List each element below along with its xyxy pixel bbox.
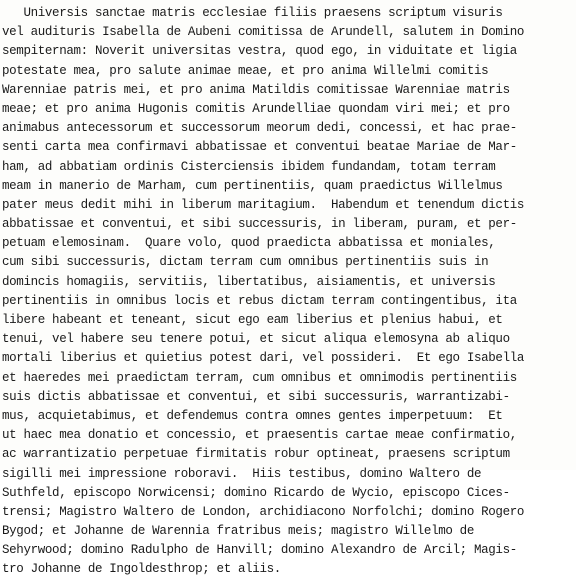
- text-line-3: sempiternam: Noverit universitas vestra, quod ego, in viduitate et ligia: [2, 44, 517, 59]
- text-line-13: petuam elemosinam. Quare volo, quod praedicta abbatissa et moniales,: [2, 236, 496, 251]
- text-line-12: abbatissae et conventui, et sibi successuris, in liberam, puram, et per-: [2, 217, 517, 232]
- text-line-5: Warenniae patris mei, et pro anima Matildis comitissae Warenniae matris: [2, 82, 510, 97]
- text-line-14: cum sibi successuris, dictam terram cum omnibus pertinentiis suis in: [2, 255, 489, 270]
- text-line-21: suis dictis abbatissae et conventui, et sibi successuris, warrantizabi-: [2, 389, 510, 404]
- text-line-2: vel audituris Isabella de Aubeni comitissa de Arundell, salutem in Domino: [2, 25, 525, 40]
- text-line-17: libere habeant et teneant, sicut ego eam liberius et plenius habui, et: [2, 313, 503, 327]
- text-line-6: meae; et pro anima Hugonis comitis Arundelliae quondam viri mei; et pro: [2, 101, 510, 116]
- text-line-18: tenui, vel habere seu tenere potui, et sicut aliqua elemosyna ab aliquo: [2, 332, 510, 347]
- text-line-22: mus, acquietabimus, et defendemus contra omnes gentes imperpetuum: Et: [2, 408, 503, 423]
- text-line-30: tro Johanne de Ingoldesthrop; et aliis.: [2, 562, 281, 577]
- charter-text: [2, 4, 574, 580]
- text-line-8: senti carta mea confirmavi abbatissae et conventui beatae Mariae de Mar-: [2, 140, 517, 155]
- text-line-7: animabus antecessorum et successorum meorum dedi, concessi, et hac prae-: [2, 121, 517, 136]
- text-line-15: domincis homagiis, servitiis, libertatibus, aisiamentis, et universis: [2, 274, 496, 289]
- text-line-16: pertinentiis in omnibus locis et rebus dictam terram contingentibus, ita: [2, 293, 517, 308]
- text-line-1: Universis sanctae matris ecclesiae filiis praesens scriptum visuris: [2, 6, 503, 20]
- text-line-11: pater meus dedit mihi in liberum maritagium. Habendum et tenendum dictis: [2, 197, 525, 212]
- text-line-20: et haeredes mei praedictam terram, cum omnibus et omnimodis pertinentiis: [2, 370, 517, 385]
- text-line-4: potestate mea, pro salute animae meae, et pro anima Willelmi comitis: [2, 63, 489, 78]
- text-line-24: ac warrantizatio perpetuae firmitatis robur optineat, praesens scriptum: [2, 447, 510, 462]
- text-line-9: ham, ad abbatiam ordinis Cisterciensis ibidem fundandam, totam terram: [2, 159, 496, 174]
- text-line-23: ut haec mea donatio et concessio, et praesentis cartae meae confirmatio,: [2, 428, 517, 443]
- text-line-10: meam in manerio de Marham, cum pertinentiis, quam praedictus Willelmus: [2, 178, 503, 193]
- text-line-25: sigilli mei impressione roboravi. Hiis testibus, domino Waltero de: [2, 466, 482, 481]
- text-line-19: mortali liberius et quietius potest dari, vel possideri. Et ego Isabella: [2, 351, 525, 366]
- text-line-26: Suthfeld, episcopo Norwicensi; domino Ricardo de Wycio, episcopo Cices-: [2, 485, 510, 500]
- text-line-27: trensi; Magistro Waltero de London, archidiacono Norfolchi; domino Rogero: [2, 504, 525, 519]
- text-line-29: Sehyrwood; domino Radulpho de Hanvill; domino Alexandro de Arcil; Magis-: [2, 543, 517, 558]
- text-line-28: Bygod; et Johanne de Warennia fratribus meis; magistro Willelmo de: [2, 524, 474, 539]
